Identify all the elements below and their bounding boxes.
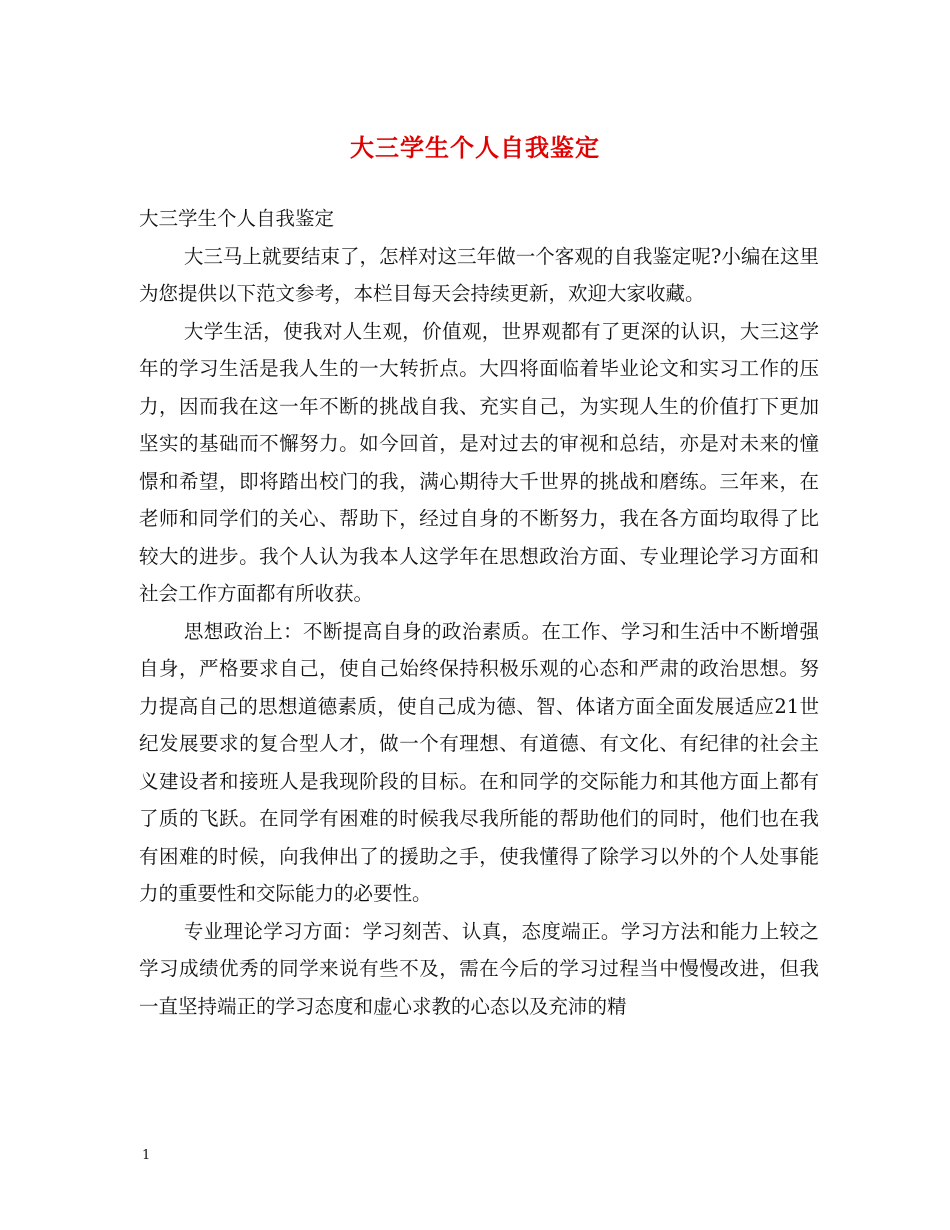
page-number: 1 — [142, 1148, 151, 1163]
paragraph-university-life: 大学生活，使我对人生观，价值观，世界观都有了更深的认识，大三这学年的学习生活是我人生的一大转折点。大四将面临着毕业论文和实习工作的压力，因而我在这一年不断的挑战自我、充实自己，为实现人生的价值打下更加坚实的基础而不懈努力。如今回首，是对过去的审视和总结，亦是对未来的憧憬和希望，即将踏出校门的我，满心期待大千世界的挑战和磨练。三年来，在老师和同学们的关心、帮助下，经过自身的不断努力，我在各方面均取得了比较大的进步。我个人认为我本人这学年在思想政治方面、专业理论学习方面和社会工作方面都有所收获。 — [139, 319, 819, 605]
document-body — [139, 200, 819, 1025]
paragraph-professional-study: 专业理论学习方面：学习刻苦、认真，态度端正。学习方法和能力上较之学习成绩优秀的同学来说有些不及，需在今后的学习过程当中慢慢改进，但我一直坚持端正的学习态度和虚心求教的心态以及充沛的精 — [139, 919, 819, 1018]
paragraph-intro: 大三马上就要结束了，怎样对这三年做一个客观的自我鉴定呢?小编在这里为您提供以下范文参考，本栏目每天会持续更新，欢迎大家收藏。 — [139, 244, 819, 305]
document-subtitle: 大三学生个人自我鉴定 — [139, 207, 335, 230]
document-title: 大三学生个人自我鉴定 — [350, 133, 600, 162]
paragraph-political-thought: 思想政治上：不断提高自身的政治素质。在工作、学习和生活中不断增强自身，严格要求自己，使自己始终保持积极乐观的心态和严肃的政治思想。努力提高自己的思想道德素质，使自己成为德、智、体诸方面全面发展适应21世纪发展要求的复合型人才，做一个有理想、有道德、有文化、有纪律的社会主义建设者和接班人是我现阶段的目标。在和同学的交际能力和其他方面上都有了质的飞跃。在同学有困难的时候我尽我所能的帮助他们的同时，他们也在我有困难的时候，向我伸出了的援助之手，使我懂得了除学习以外的个人处事能力的重要性和交际能力的必要性。 — [139, 619, 819, 905]
